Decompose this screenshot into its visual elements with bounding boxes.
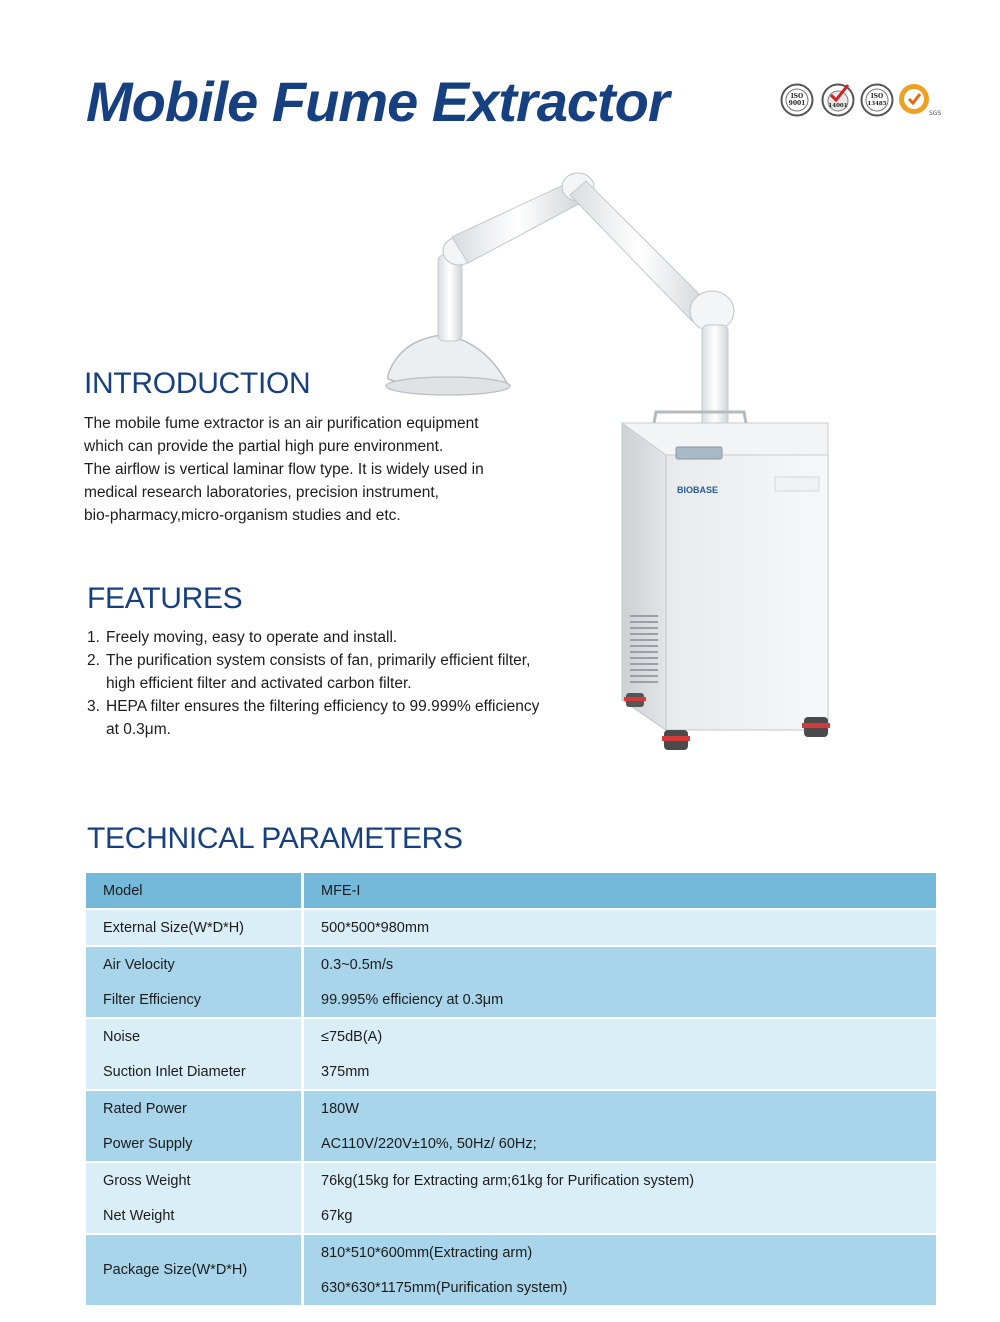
introduction-text bbox=[84, 412, 544, 527]
parameter-label: Suction Inlet Diameter bbox=[86, 1054, 303, 1090]
table-row bbox=[86, 982, 936, 1018]
parameter-label: Rated Power bbox=[86, 1090, 303, 1126]
iso-9001-seal-icon bbox=[780, 83, 814, 117]
parameter-label: Package Size(W*D*H) bbox=[86, 1234, 303, 1305]
feature-number: 1. bbox=[87, 629, 100, 646]
parameter-value: 180W bbox=[303, 1090, 937, 1126]
parameter-label: Gross Weight bbox=[86, 1162, 303, 1198]
svg-text:SGS: SGS bbox=[929, 110, 942, 117]
feature-text bbox=[106, 626, 397, 649]
parameter-value: 810*510*600mm(Extracting arm) bbox=[303, 1234, 937, 1270]
introduction-line: medical research laboratories, precision instrument, bbox=[84, 484, 439, 501]
feature-line: high efficient filter and activated carbon filter. bbox=[106, 675, 412, 692]
parameter-label: Power Supply bbox=[86, 1126, 303, 1162]
technical-parameters-table-wrapper bbox=[86, 873, 936, 1305]
table-row bbox=[86, 1198, 936, 1234]
parameter-label: Noise bbox=[86, 1018, 303, 1054]
features-heading: FEATURES bbox=[87, 582, 243, 615]
feature-line: The purification system consists of fan, primarily efficient filter, bbox=[106, 652, 531, 669]
parameter-value: ≤75dB(A) bbox=[303, 1018, 937, 1054]
brand-label: BIOBASE bbox=[677, 485, 719, 495]
parameter-value: 67kg bbox=[303, 1198, 937, 1234]
table-row bbox=[86, 946, 936, 982]
svg-text:ISO: ISO bbox=[870, 93, 884, 100]
introduction-line: The airflow is vertical laminar flow type. It is widely used in bbox=[84, 461, 484, 478]
introduction-line: which can provide the partial high pure environment. bbox=[84, 438, 444, 455]
table-row bbox=[86, 873, 936, 909]
sgs-seal-icon bbox=[898, 83, 942, 117]
certification-logos bbox=[780, 83, 940, 119]
parameter-value: MFE-I bbox=[303, 873, 937, 909]
feature-text bbox=[106, 695, 539, 741]
introduction-line: The mobile fume extractor is an air purification equipment bbox=[84, 415, 479, 432]
parameter-label: External Size(W*D*H) bbox=[86, 909, 303, 946]
introduction-heading: INTRODUCTION bbox=[84, 367, 311, 400]
svg-text:13485: 13485 bbox=[867, 101, 887, 107]
technical-parameters-table bbox=[86, 873, 936, 1305]
features-list bbox=[87, 626, 607, 741]
svg-text:14001: 14001 bbox=[828, 103, 848, 109]
feature-item bbox=[87, 695, 607, 741]
parameter-value: 76kg(15kg for Extracting arm;61kg for Purification system) bbox=[303, 1162, 937, 1198]
iso-13485-seal-icon bbox=[860, 83, 894, 117]
parameter-value: 0.3~0.5m/s bbox=[303, 946, 937, 982]
parameter-label: Net Weight bbox=[86, 1198, 303, 1234]
table-row bbox=[86, 1090, 936, 1126]
feature-text bbox=[106, 649, 530, 695]
feature-item bbox=[87, 649, 607, 695]
parameter-label: Model bbox=[86, 873, 303, 909]
parameter-value: 500*500*980mm bbox=[303, 909, 937, 946]
parameter-label: Air Velocity bbox=[86, 946, 303, 982]
parameter-value: 630*630*1175mm(Purification system) bbox=[303, 1270, 937, 1305]
table-row bbox=[86, 1162, 936, 1198]
iso-14001-seal-icon bbox=[821, 83, 855, 117]
page-title: Mobile Fume Extractor bbox=[86, 70, 669, 133]
svg-text:ISO: ISO bbox=[790, 93, 804, 100]
svg-text:9001: 9001 bbox=[788, 100, 806, 107]
table-row bbox=[86, 1126, 936, 1162]
feature-item bbox=[87, 626, 607, 649]
feature-line: Freely moving, easy to operate and install. bbox=[106, 629, 398, 646]
parameter-value: 375mm bbox=[303, 1054, 937, 1090]
parameter-label: Filter Efficiency bbox=[86, 982, 303, 1018]
feature-line: at 0.3μm. bbox=[106, 721, 171, 738]
table-row bbox=[86, 1054, 936, 1090]
table-row bbox=[86, 1018, 936, 1054]
introduction-line: bio-pharmacy,micro-organism studies and etc. bbox=[84, 507, 401, 524]
feature-number: 3. bbox=[87, 698, 100, 715]
table-row bbox=[86, 909, 936, 946]
feature-line: HEPA filter ensures the filtering efficiency to 99.999% efficiency bbox=[106, 698, 540, 715]
parameter-value: AC110V/220V±10%, 50Hz/ 60Hz; bbox=[303, 1126, 937, 1162]
table-row bbox=[86, 1234, 936, 1270]
technical-parameters-heading: TECHNICAL PARAMETERS bbox=[87, 822, 463, 855]
parameter-value: 99.995% efficiency at 0.3μm bbox=[303, 982, 937, 1018]
feature-number: 2. bbox=[87, 652, 100, 669]
